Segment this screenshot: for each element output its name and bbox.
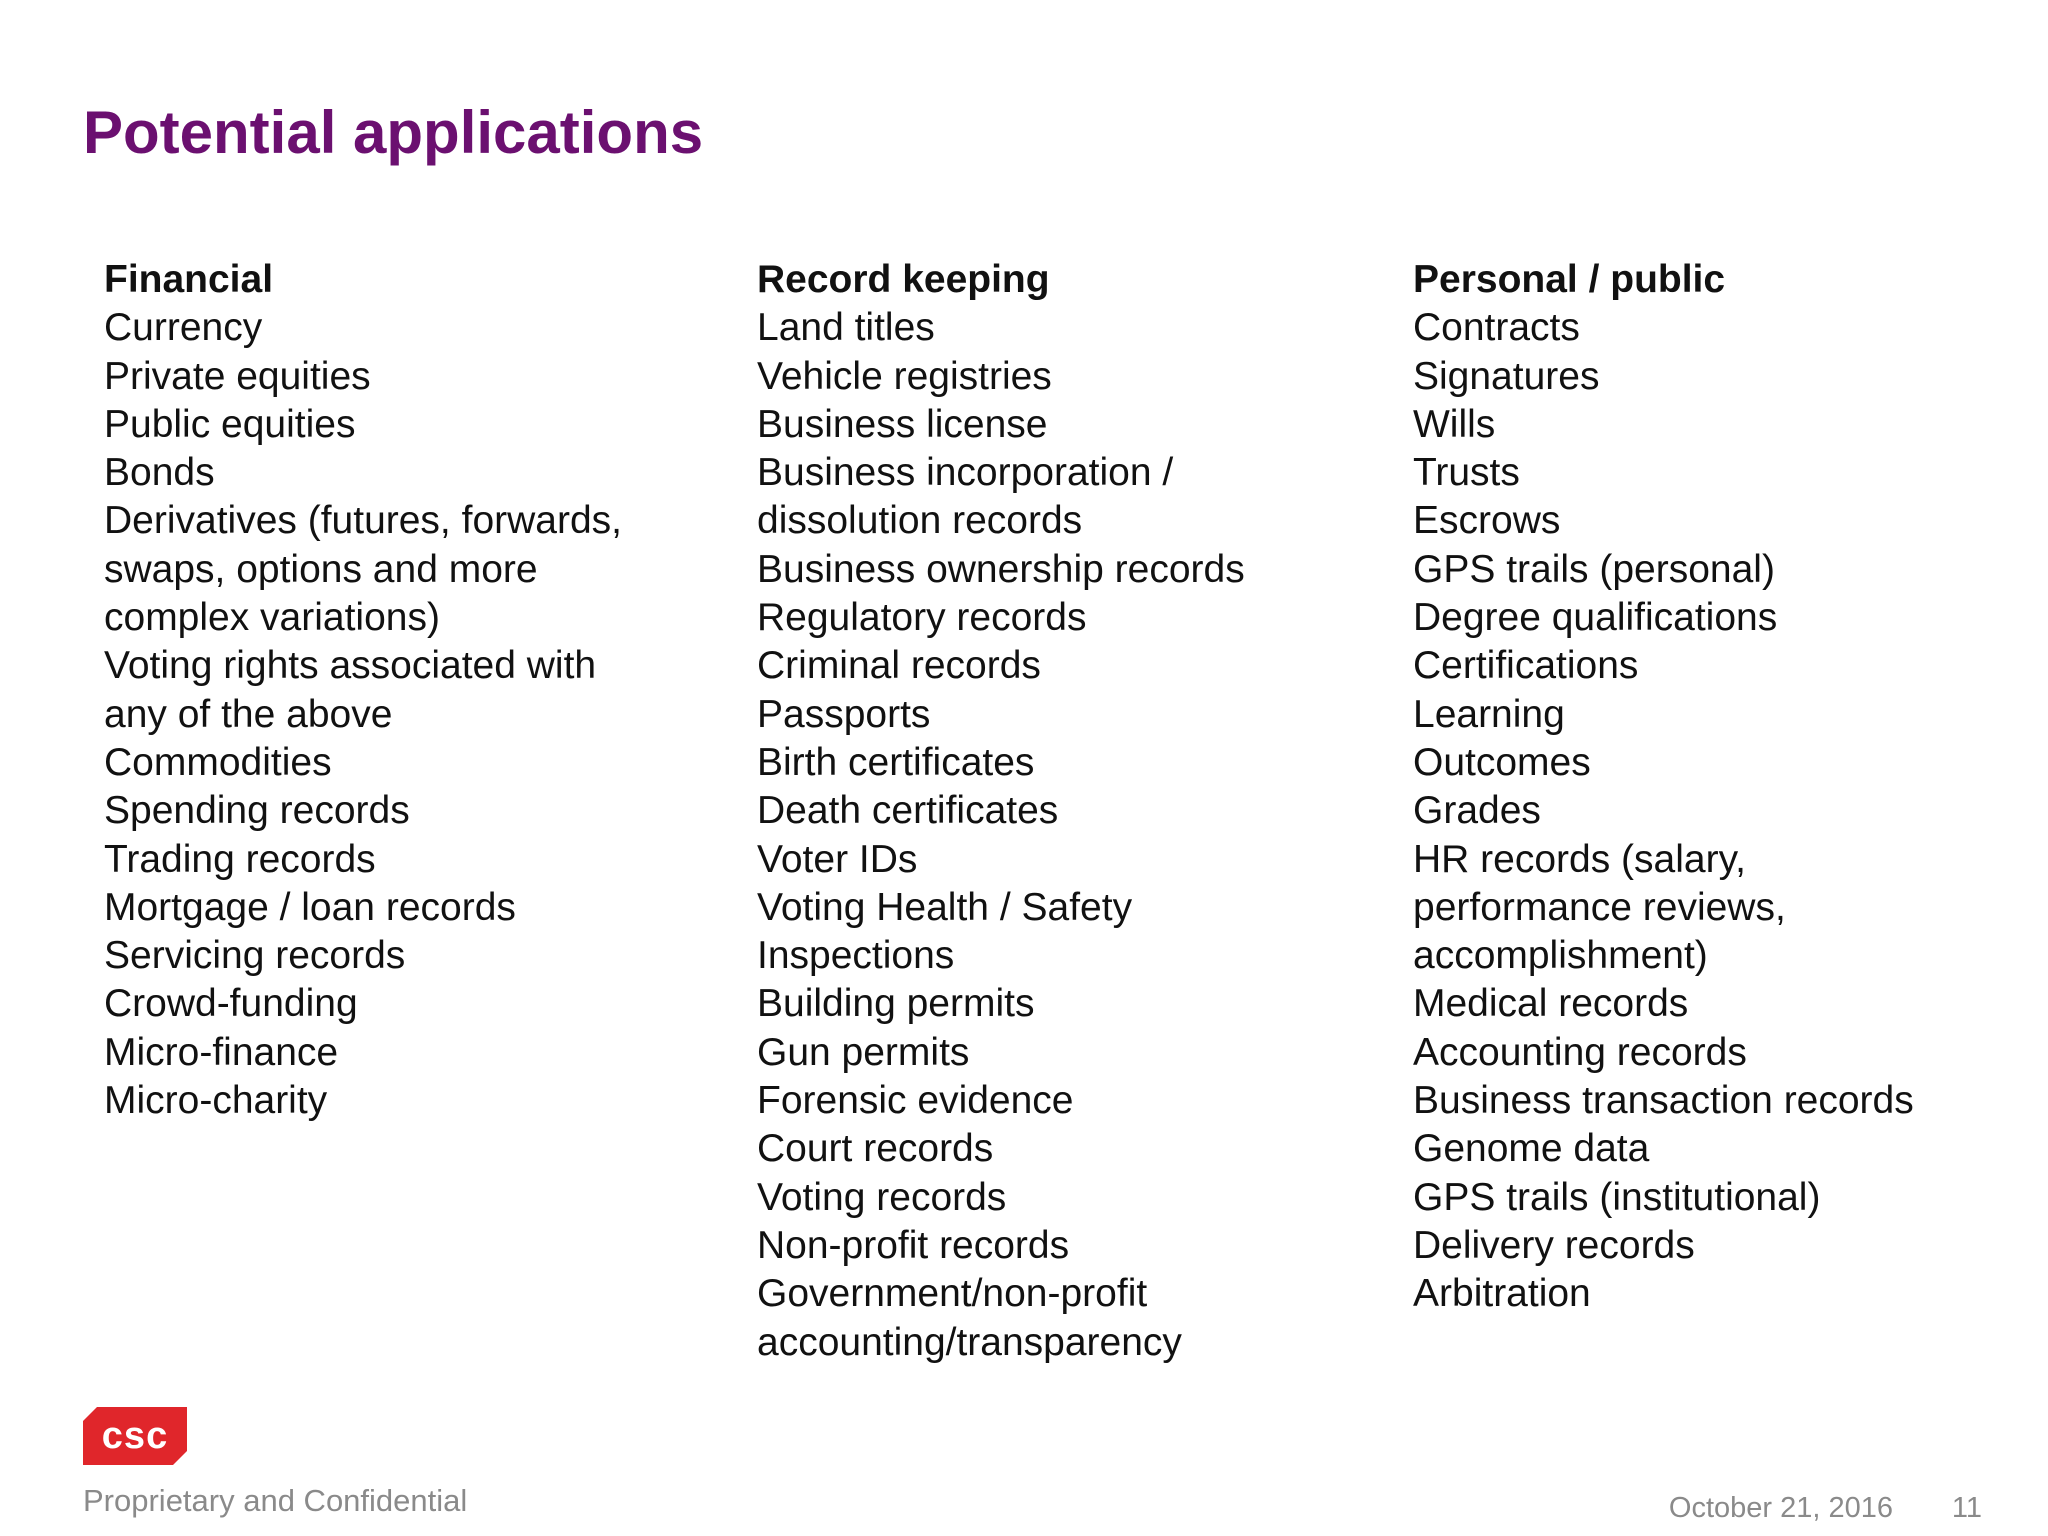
list-item: Wills [1413, 402, 1496, 446]
footer-confidential: Proprietary and Confidential [83, 1483, 468, 1518]
list-item: Criminal records [757, 644, 1041, 688]
list-item: Non-profit records [757, 1223, 1070, 1267]
list-item: complex variations) [104, 596, 440, 640]
list-item: Land titles [757, 306, 935, 350]
list-item: Inspections [757, 934, 955, 978]
list-item: dissolution records [757, 499, 1083, 543]
list-item: performance reviews, [1413, 885, 1786, 929]
list-item: Delivery records [1413, 1223, 1695, 1267]
list-item: Medical records [1413, 982, 1689, 1026]
list-item: Business ownership records [757, 547, 1245, 591]
list-item: Business incorporation / [757, 451, 1174, 495]
list-item: Death certificates [757, 789, 1059, 833]
list-item: Government/non-profit [757, 1272, 1148, 1316]
list-item: Certifications [1413, 644, 1639, 688]
list-item: Trusts [1413, 451, 1520, 495]
list-item: Bonds [104, 451, 215, 495]
list-item: Birth certificates [757, 740, 1035, 784]
list-item: Micro-charity [104, 1079, 328, 1123]
list-item: Mortgage / loan records [104, 885, 516, 929]
financial-list [104, 304, 622, 1125]
csc-logo [83, 1407, 187, 1465]
column-heading-financial: Financial [104, 258, 274, 301]
list-item: Building permits [757, 982, 1035, 1026]
list-item: Passports [757, 692, 931, 736]
list-item: Court records [757, 1127, 994, 1171]
list-item: Trading records [104, 837, 376, 881]
list-item: Business transaction records [1413, 1079, 1914, 1123]
list-item: Voting records [757, 1175, 1007, 1219]
list-item: HR records (salary, [1413, 837, 1747, 881]
csc-logo-text: csc [101, 1415, 169, 1457]
column-heading-record-keeping: Record keeping [757, 258, 1050, 301]
list-item: Voting Health / Safety [757, 885, 1133, 929]
column-financial [104, 256, 622, 1125]
list-item: swaps, options and more [104, 547, 538, 591]
footer-date: October 21, 2016 [1668, 1492, 1893, 1524]
list-item: Commodities [104, 740, 332, 784]
list-item: Currency [104, 306, 263, 350]
list-item: Vehicle registries [757, 354, 1052, 398]
list-item: Forensic evidence [757, 1079, 1074, 1123]
personal-public-list [1413, 304, 1914, 1318]
record-keeping-list [757, 304, 1245, 1367]
list-item: Arbitration [1413, 1272, 1591, 1316]
column-heading-personal-public: Personal / public [1413, 258, 1726, 301]
list-item: Private equities [104, 354, 371, 398]
list-item: any of the above [104, 692, 393, 736]
list-item: Spending records [104, 789, 410, 833]
list-item: Escrows [1413, 499, 1561, 543]
list-item: GPS trails (institutional) [1413, 1175, 1821, 1219]
list-item: Regulatory records [757, 596, 1087, 640]
list-item: Voter IDs [757, 837, 918, 881]
list-item: Accounting records [1413, 1030, 1747, 1074]
list-item: Voting rights associated with [104, 644, 597, 688]
page-number: 11 [1951, 1492, 1982, 1524]
list-item: Learning [1413, 692, 1565, 736]
list-item: Servicing records [104, 934, 406, 978]
list-item: Contracts [1413, 306, 1580, 350]
list-item: Public equities [104, 402, 356, 446]
list-item: Business license [757, 402, 1048, 446]
list-item: accounting/transparency [757, 1320, 1182, 1364]
list-item: accomplishment) [1413, 934, 1708, 978]
list-item: Genome data [1413, 1127, 1650, 1171]
list-item: Derivatives (futures, forwards, [104, 499, 622, 543]
list-item: Signatures [1413, 354, 1600, 398]
slide-title: Potential applications [83, 99, 704, 166]
list-item: Gun permits [757, 1030, 970, 1074]
list-item: Crowd-funding [104, 982, 358, 1026]
list-item: Micro-finance [104, 1030, 339, 1074]
column-personal-public [1413, 256, 1914, 1319]
list-item: Degree qualifications [1413, 596, 1778, 640]
list-item: Outcomes [1413, 740, 1591, 784]
column-record-keeping [757, 256, 1245, 1367]
list-item: GPS trails (personal) [1413, 547, 1775, 591]
list-item: Grades [1413, 789, 1541, 833]
